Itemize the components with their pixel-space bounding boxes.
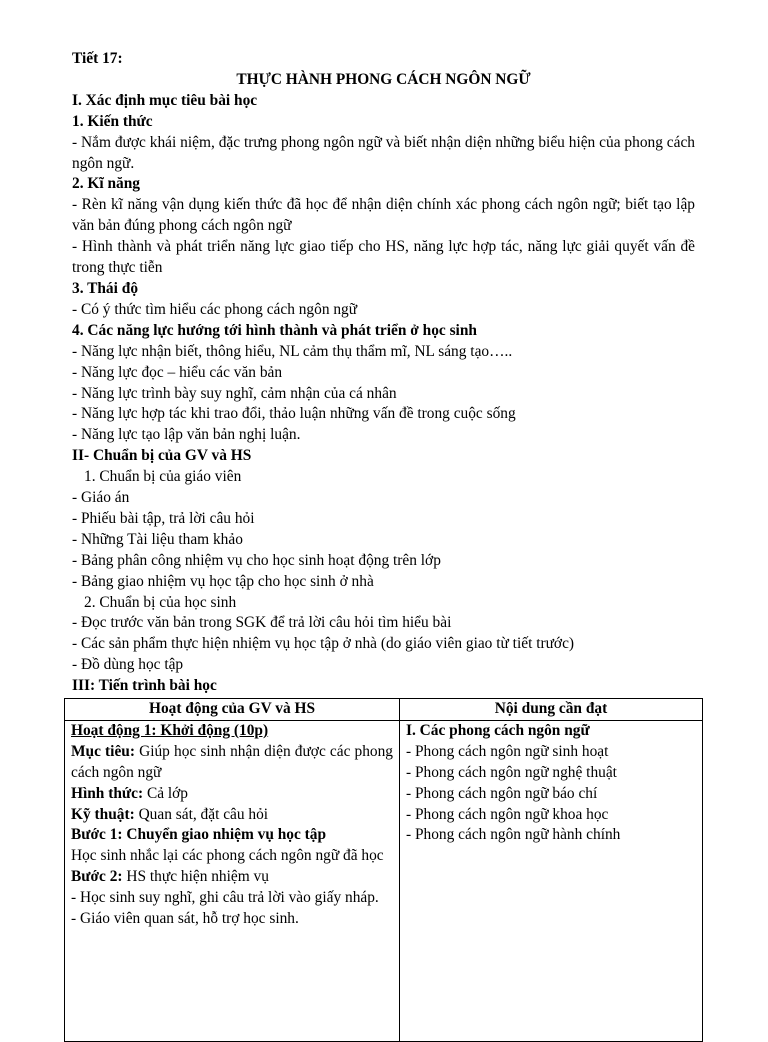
- lesson-activity-table: [64, 698, 703, 1042]
- competency-heading: 4. Các năng lực hướng tới hình thành và phát triển ở học sinh: [72, 321, 477, 339]
- step-2-item: - Học sinh suy nghĩ, ghi câu trả lời vào giấy nháp.: [71, 889, 379, 907]
- lesson-plan-body: [72, 49, 695, 697]
- content-item: - Phong cách ngôn ngữ khoa học: [406, 805, 609, 823]
- step-2-item: - Giáo viên quan sát, hỗ trợ học sinh.: [71, 910, 299, 928]
- student-prep-item: - Đọc trước văn bản trong SGK để trả lời câu hỏi tìm hiểu bài: [72, 614, 452, 632]
- section-1-heading: I. Xác định mục tiêu bài học: [72, 91, 258, 109]
- technique-text: Quan sát, đặt câu hỏi: [134, 805, 269, 823]
- header-content-to-achieve: Nội dung cần đạt: [400, 699, 703, 721]
- section-2-heading: II- Chuẩn bị của GV và HS: [72, 447, 252, 465]
- form-label: Hình thức:: [71, 784, 144, 802]
- content-heading: I. Các phong cách ngôn ngữ: [406, 721, 590, 739]
- competency-item: - Năng lực hợp tác khi trao đổi, thảo luận những vấn đề trong cuộc sống: [72, 405, 516, 423]
- header-teacher-student-activity: Hoạt động của GV và HS: [65, 699, 400, 721]
- knowledge-heading: 1. Kiến thức: [72, 112, 153, 130]
- table-header-row: [65, 699, 703, 721]
- competency-item: - Năng lực tạo lập văn bản nghị luận.: [72, 426, 301, 444]
- skills-text-1: - Rèn kĩ năng vận dụng kiến thức đã học để nhận diện chính xác phong cách ngôn ngữ; biết tạo lập văn bản đúng phong cách ngôn ngữ: [72, 196, 695, 235]
- teacher-prep-item: - Bảng phân công nhiệm vụ cho học sinh hoạt động trên lớp: [72, 551, 441, 569]
- goal-line: [71, 742, 393, 784]
- skills-text-2: - Hình thành và phát triển năng lực giao tiếp cho HS, năng lực hợp tác, năng lực giải quyết vấn đề trong thực tiễn: [72, 238, 695, 277]
- technique-line: [71, 805, 393, 826]
- step-2-line: [71, 867, 393, 888]
- goal-text: Giúp học sinh nhận diện được các phong cách ngôn ngữ: [71, 742, 393, 781]
- student-prep-item: - Đồ dùng học tập: [72, 656, 184, 674]
- section-3-heading: III: Tiến trình bài học: [72, 677, 217, 695]
- attitude-heading: 3. Thái độ: [72, 279, 139, 297]
- form-text: Cả lớp: [143, 784, 188, 802]
- skills-heading: 2. Kĩ năng: [72, 175, 140, 193]
- lesson-label: Tiết 17:: [72, 50, 123, 67]
- goal-label: Mục tiêu:: [71, 742, 135, 760]
- student-prep-item: - Các sản phẩm thực hiện nhiệm vụ học tập ở nhà (do giáo viên giao từ tiết trước): [72, 635, 575, 653]
- competency-item: - Năng lực trình bày suy nghĩ, cảm nhận của cá nhân: [72, 384, 397, 402]
- content-item: - Phong cách ngôn ngữ sinh hoạt: [406, 742, 609, 760]
- knowledge-text: - Nắm được khái niệm, đặc trưng phong ngôn ngữ và biết nhận diện những biểu hiện của phong cách ngôn ngữ.: [72, 133, 695, 172]
- student-prep-heading: 2. Chuẩn bị của học sinh: [84, 593, 237, 611]
- competency-item: - Năng lực đọc – hiểu các văn bản: [72, 363, 283, 381]
- teacher-prep-item: - Bảng giao nhiệm vụ học tập cho học sinh ở nhà: [72, 572, 374, 590]
- attitude-text: - Có ý thức tìm hiểu các phong cách ngôn ngữ: [72, 300, 358, 318]
- technique-label: Kỹ thuật:: [71, 805, 135, 823]
- competency-item: - Năng lực nhận biết, thông hiểu, NL cảm thụ thẩm mĩ, NL sáng tạo…..: [72, 342, 513, 360]
- table-row: [65, 720, 703, 1041]
- content-item: - Phong cách ngôn ngữ hành chính: [406, 826, 621, 844]
- step-2-text: HS thực hiện nhiệm vụ: [122, 868, 269, 886]
- document-title: THỰC HÀNH PHONG CÁCH NGÔN NGỮ: [236, 70, 531, 88]
- content-item: - Phong cách ngôn ngữ nghệ thuật: [406, 763, 617, 781]
- teacher-prep-item: - Phiếu bài tập, trả lời câu hỏi: [72, 509, 255, 527]
- teacher-prep-heading: 1. Chuẩn bị của giáo viên: [84, 468, 242, 486]
- step-1-heading: Bước 1: Chuyển giao nhiệm vụ học tập: [71, 826, 327, 844]
- teacher-prep-item: - Những Tài liệu tham khảo: [72, 530, 243, 548]
- activity-title: Hoạt động 1: Khởi động (10p): [71, 721, 269, 739]
- content-cell: [400, 720, 703, 1041]
- teacher-prep-item: - Giáo án: [72, 489, 130, 507]
- step-1-text: Học sinh nhắc lại các phong cách ngôn ngữ đã học: [71, 847, 384, 865]
- step-2-label: Bước 2:: [71, 868, 123, 886]
- content-item: - Phong cách ngôn ngữ báo chí: [406, 784, 598, 802]
- form-line: [71, 784, 393, 805]
- activity-cell: [65, 720, 400, 1041]
